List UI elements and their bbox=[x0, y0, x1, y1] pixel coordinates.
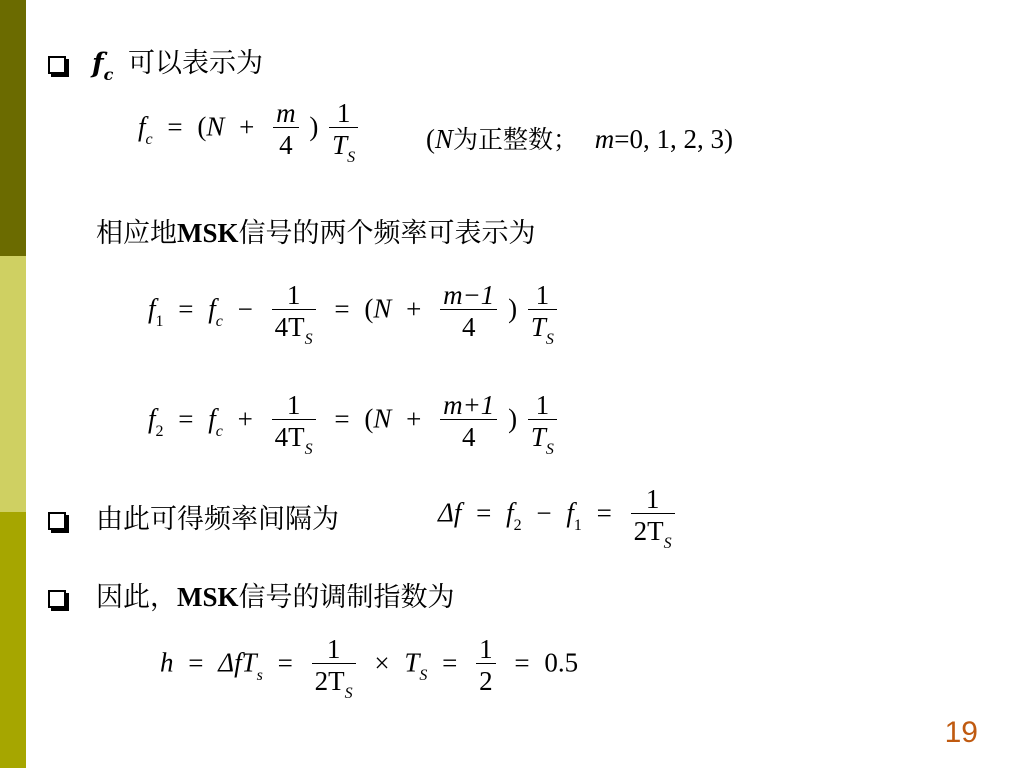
equation-h: h = ΔfT$_s$ = $\frac{1}{2T_S}$ × $T_S$ = $\frac{1}{2}$ = 0.5 bbox=[160, 634, 579, 702]
bullet-icon bbox=[48, 590, 66, 608]
fc-symbol: f bbox=[92, 48, 104, 79]
side-bar-top bbox=[0, 0, 26, 256]
eq-f2-frac-3: $\frac{1}{T_S}$ bbox=[528, 392, 557, 451]
eq-f1-frac-2: $\frac{m-1}{4}$ bbox=[440, 282, 497, 341]
bullet-icon bbox=[48, 56, 66, 74]
equation-f2: $f_2 = f_c$ + $\frac{1}{4T_S}$ = (N + $\frac{m+1}{4}$ ) $\frac{1}{T_S}$ bbox=[148, 392, 561, 451]
bullet3-text: 因此，MSK信号的调制指数为 bbox=[96, 582, 455, 613]
equation-delta-f: $\Delta f = f_2 - f_1$ = $\frac{1}{2T_S}$ bbox=[438, 486, 679, 545]
eq-fc-frac-1ts: $\frac{1}{T_S}$ bbox=[329, 100, 358, 159]
equation-fc bbox=[138, 98, 362, 166]
eq-fc-lhs-sub: c bbox=[145, 130, 153, 148]
fc-subscript: c bbox=[103, 65, 114, 84]
bullet1-line bbox=[92, 48, 263, 84]
eq-f1-frac-1: $\frac{1}{4T_S}$ bbox=[272, 282, 316, 341]
bullet-icon bbox=[48, 512, 66, 530]
eq-fc-lhs: f bbox=[138, 111, 146, 142]
equation-fc-note: (N为正整数； m=0, 1, 2, 3) bbox=[426, 124, 733, 154]
eq-h-frac-1: $\frac{1}{2T_S}$ bbox=[312, 636, 356, 695]
eq-fc-equals: = bbox=[167, 111, 183, 142]
eq-fc-plus: + bbox=[239, 111, 255, 142]
eq-fc-close: ) bbox=[309, 111, 319, 142]
equation-f1: $f_1 = f_c$ − $\frac{1}{4T_S}$ = (N + $\frac{m-1}{4}$ ) $\frac{1}{T_S}$ bbox=[148, 282, 561, 341]
bullet2-text: 由此可得频率间隔为 bbox=[96, 504, 339, 535]
side-bar-middle bbox=[0, 256, 26, 512]
eq-f1-frac-3: $\frac{1}{T_S}$ bbox=[528, 282, 557, 341]
eq-delta-frac: $\frac{1}{2T_S}$ bbox=[631, 486, 675, 545]
side-bar-bottom bbox=[0, 512, 26, 768]
page-number: 19 bbox=[944, 716, 978, 749]
freq-intro-text: 相应地MSK信号的两个频率可表示为 bbox=[96, 218, 536, 249]
bullet1-text: 可以表示为 bbox=[127, 48, 263, 79]
eq-fc-open: (N bbox=[197, 111, 225, 142]
eq-f2-frac-2: $\frac{m+1}{4}$ bbox=[440, 392, 497, 451]
eq-f2-frac-1: $\frac{1}{4T_S}$ bbox=[272, 392, 316, 451]
eq-h-frac-2: $\frac{1}{2}$ bbox=[476, 636, 496, 695]
eq-fc-frac-m4: $\frac{m}{4}$ bbox=[273, 100, 299, 159]
